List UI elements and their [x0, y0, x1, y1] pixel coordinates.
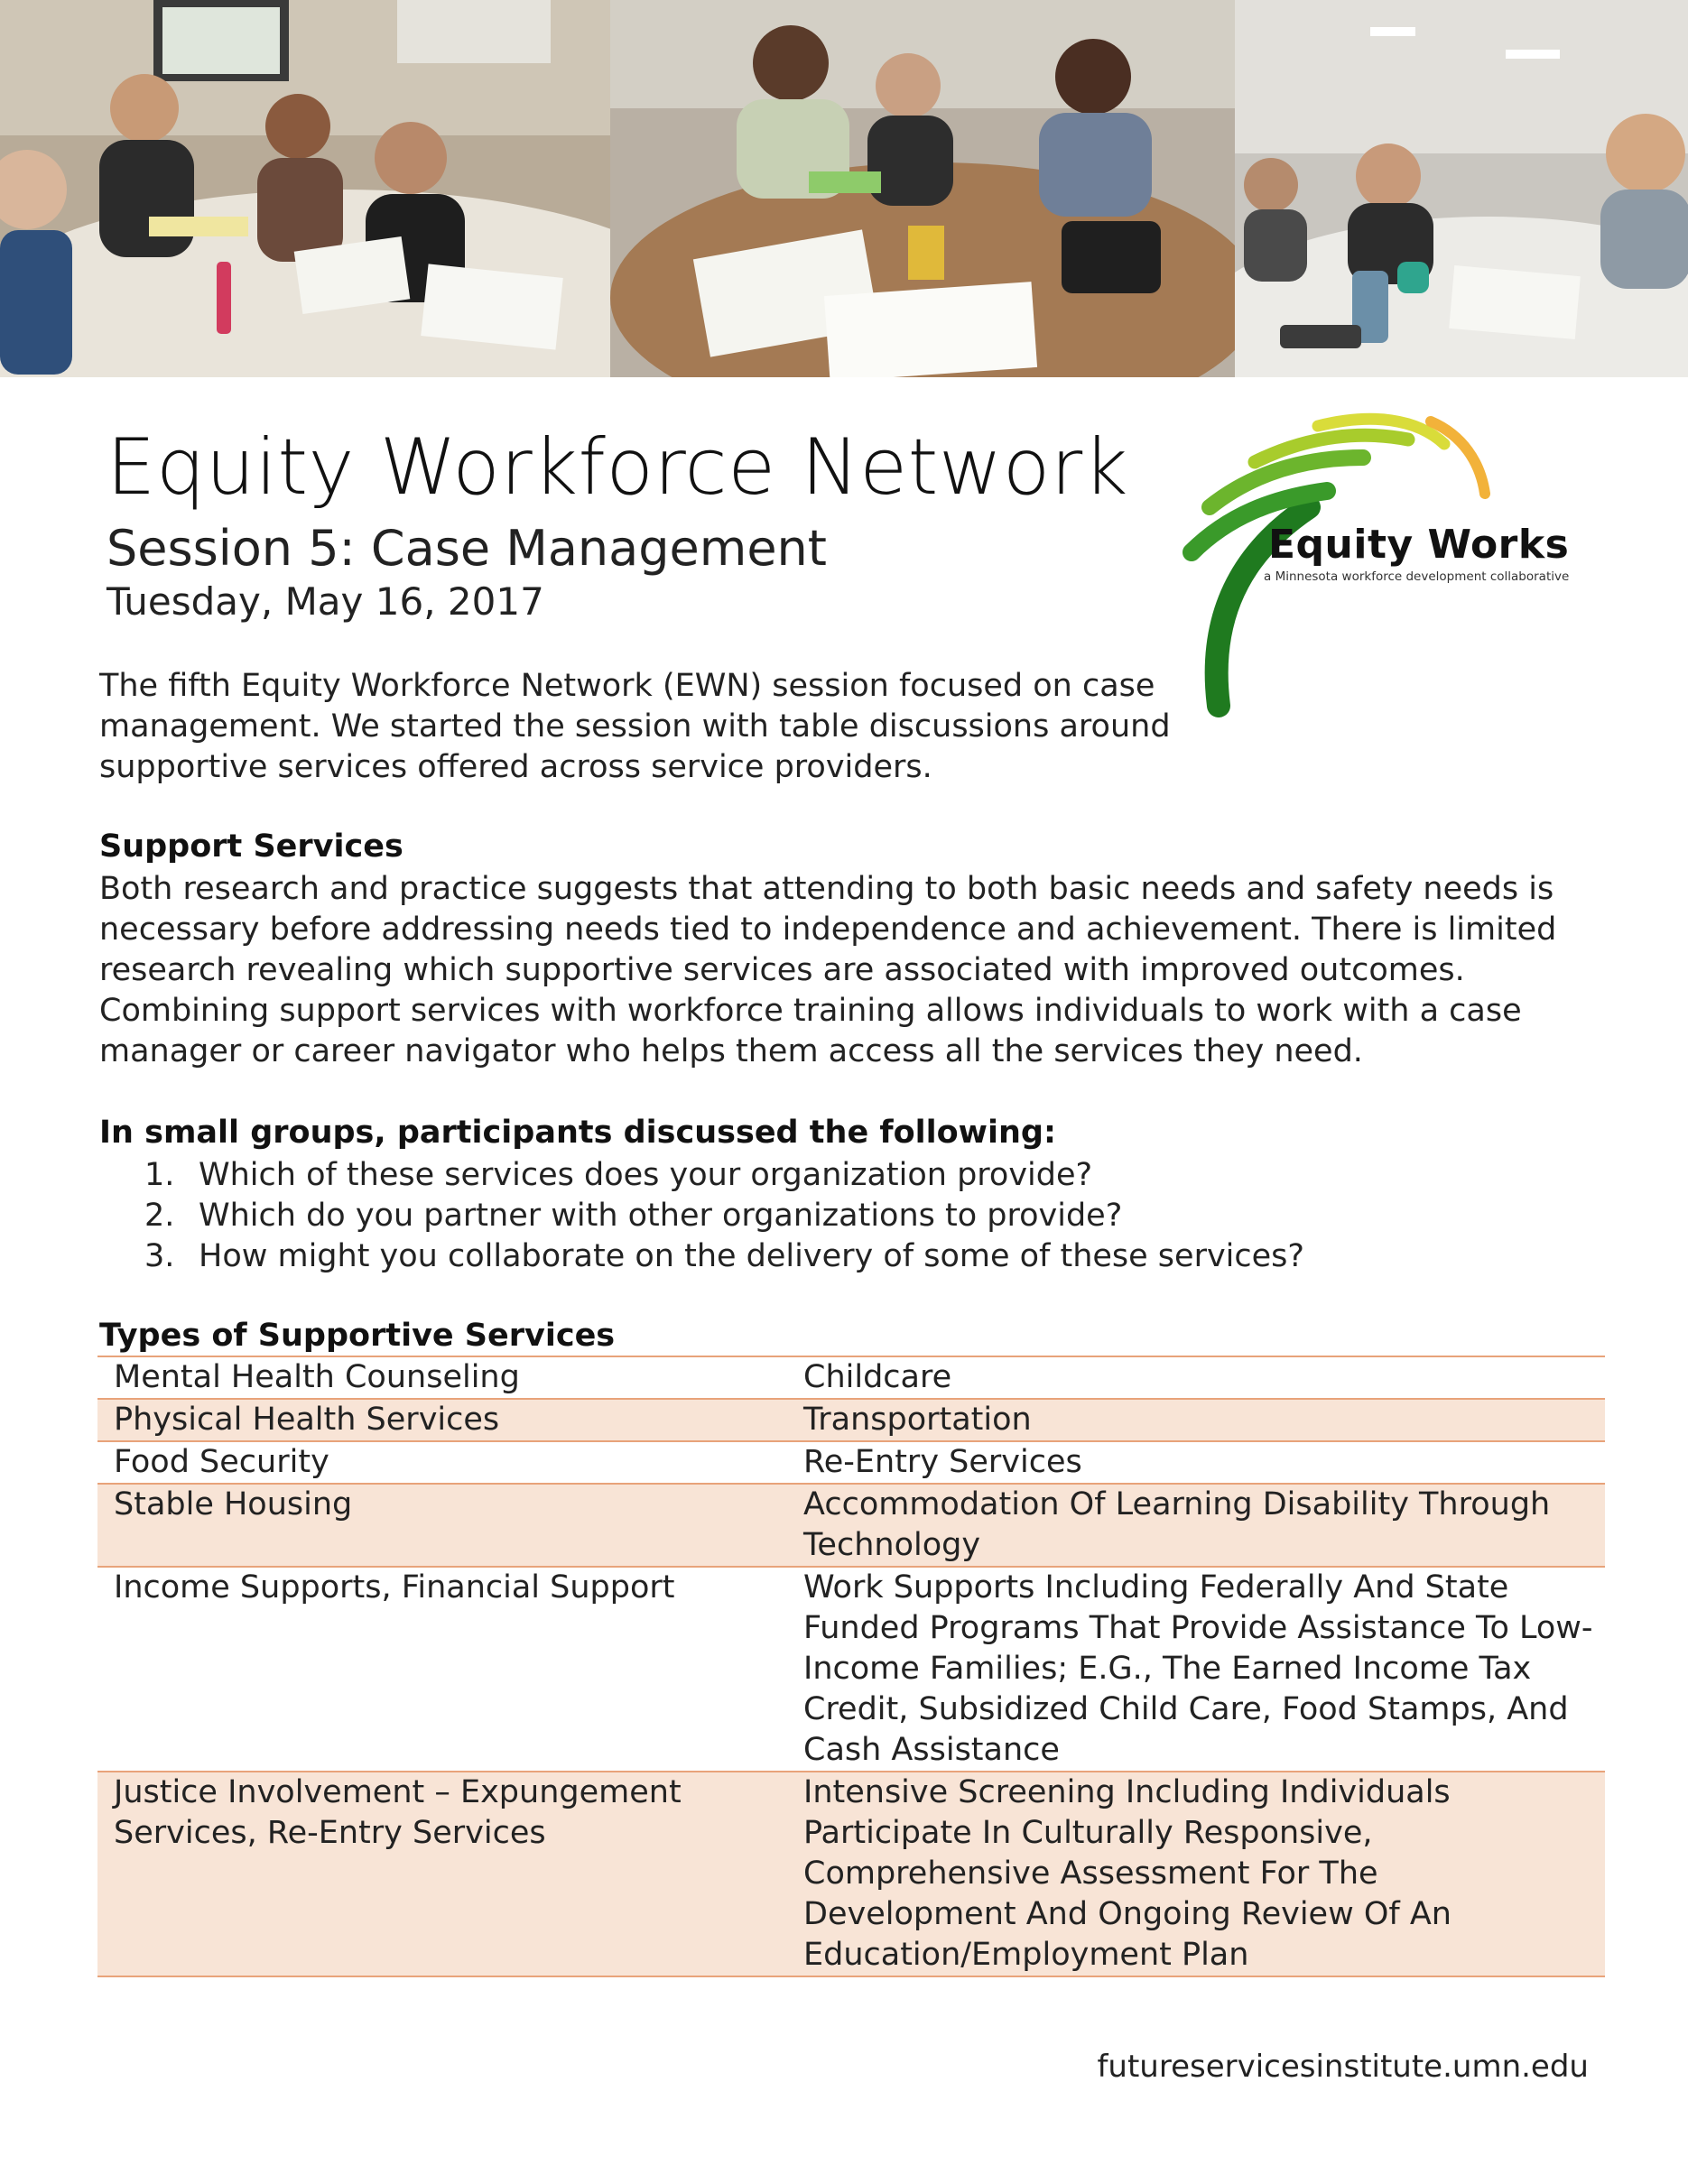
table-row [97, 1568, 1605, 1772]
table-cell-left: Physical Health Services [114, 1402, 500, 1438]
table-cell-right: Transportation [803, 1402, 1032, 1438]
discussion-heading: In small groups, participants discussed the following: [99, 1115, 1056, 1151]
table-cell-right: Re-Entry Services [803, 1444, 1082, 1480]
question-text: How might you collaborate on the delivery of some of these services? [199, 1238, 1304, 1274]
question-number: 1. [144, 1157, 175, 1193]
photo-workshop-table-left [0, 0, 610, 377]
photo-banner [0, 0, 1688, 377]
session-subtitle: Session 5: Case Management [107, 520, 827, 577]
table-cell-left: Income Supports, Financial Support [114, 1569, 675, 1606]
logo-name: Equity Works [1268, 522, 1570, 568]
table-cell-right: Accommodation Of Learning Disability Through Technology [803, 1486, 1551, 1563]
intro-paragraph: The fifth Equity Workforce Network (EWN) session focused on case management. We started the session with table discussions around supportive services offered across service providers. [99, 668, 1171, 785]
table-cell-left: Food Security [114, 1444, 329, 1480]
services-table [97, 1356, 1605, 1977]
services-table-heading: Types of Supportive Services [99, 1318, 616, 1354]
table-row [97, 1772, 1605, 1977]
session-date: Tuesday, May 16, 2017 [107, 579, 544, 624]
table-row [97, 1442, 1605, 1485]
table-cell-right: Childcare [803, 1359, 952, 1395]
page-title: Equity Workforce Network [107, 422, 1129, 513]
question-item [144, 1196, 1304, 1236]
question-text: Which do you partner with other organizations to provide? [199, 1198, 1123, 1234]
question-item [144, 1155, 1304, 1196]
table-row [97, 1485, 1605, 1568]
table-cell-right: Work Supports Including Federally And State Funded Programs That Provide Assistance To Low-Income Families; E.G., The Earned Income Tax Credit, Subsidized Child Care, Food Stamps, And Cash Assistance [803, 1569, 1593, 1768]
question-number: 3. [144, 1238, 175, 1274]
table-row [97, 1400, 1605, 1442]
question-text: Which of these services does your organization provide? [199, 1157, 1093, 1193]
table-cell-left: Stable Housing [114, 1486, 353, 1522]
photo-workshop-table-center [610, 0, 1235, 377]
photo-workshop-table-right [1235, 0, 1688, 377]
table-cell-left: Mental Health Counseling [114, 1359, 520, 1395]
question-item [144, 1236, 1304, 1277]
discussion-questions [144, 1155, 1304, 1277]
footer-url: futureservicesinstitute.umn.edu [1097, 2049, 1589, 2085]
table-cell-left: Justice Involvement – Expungement Services, Re-Entry Services [114, 1774, 682, 1851]
table-row [97, 1357, 1605, 1400]
question-number: 2. [144, 1198, 175, 1234]
support-services-paragraph: Both research and practice suggests that attending to both basic needs and safety needs is necessary before addressing needs tied to independence and achievement. There is limited research revealing which supportive services are associated with improved outcomes. Combining support services with workforce training allows individuals to work with a case manager or career navigator who helps them access all the services they need. [99, 871, 1557, 1069]
support-services-heading: Support Services [99, 828, 403, 865]
logo-tagline: a Minnesota workforce development collaborative [1264, 569, 1570, 584]
table-cell-right: Intensive Screening Including Individuals Participate In Culturally Responsive, Comprehensive Assessment For The Development And Ongoing Review Of An Education/Employment Plan [803, 1774, 1451, 1973]
